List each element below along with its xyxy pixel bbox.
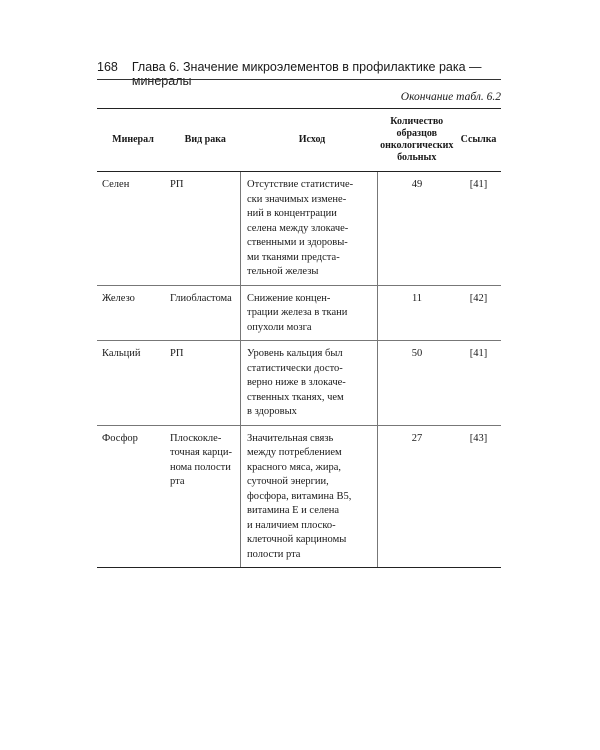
cell-cancer-type: Плоскокле- точная карци- нома полости рта — [164, 425, 241, 568]
cell-mineral: Кальций — [97, 341, 164, 426]
table-header-row — [97, 109, 501, 172]
header-cancer-type: Вид рака — [164, 109, 241, 172]
cell-outcome: Отсутствие статистиче- ски значимых измене- ний в концентрации селена между злокаче- ственными и здоровы- ми тканями предста- тельной железы — [241, 172, 378, 286]
header-sample-count: Количество образцов онкологических больных — [378, 109, 457, 172]
running-header — [97, 60, 501, 88]
header-reference: Ссылка — [456, 109, 501, 172]
cell-outcome: Уровень кальция был статистически досто- верно ниже в злокаче- ственных тканях, чем в здоровых — [241, 341, 378, 426]
cell-cancer-type: Глиобластома — [164, 285, 241, 341]
cell-reference: [41] — [456, 172, 501, 286]
cell-reference: [41] — [456, 341, 501, 426]
cell-cancer-type: РП — [164, 341, 241, 426]
cell-sample-count: 27 — [378, 425, 457, 568]
cell-mineral: Фосфор — [97, 425, 164, 568]
table-row — [97, 285, 501, 341]
cell-reference: [42] — [456, 285, 501, 341]
cell-mineral: Селен — [97, 172, 164, 286]
cell-sample-count: 11 — [378, 285, 457, 341]
table-row — [97, 172, 501, 286]
page-number: 168 — [97, 60, 118, 74]
header-outcome: Исход — [241, 109, 378, 172]
cell-sample-count: 50 — [378, 341, 457, 426]
cell-outcome: Снижение концен- трации железа в ткани опухоли мозга — [241, 285, 378, 341]
cell-sample-count: 49 — [378, 172, 457, 286]
cell-cancer-type: РП — [164, 172, 241, 286]
table-caption: Окончание табл. 6.2 — [400, 91, 501, 103]
chapter-title: Глава 6. Значение микроэлементов в профилактике рака — минералы — [131, 60, 482, 88]
cell-mineral: Железо — [97, 285, 164, 341]
header-mineral: Минерал — [97, 109, 164, 172]
minerals-table — [97, 108, 501, 568]
table-row — [97, 425, 501, 568]
header-rule — [97, 79, 501, 80]
cell-reference: [43] — [456, 425, 501, 568]
cell-outcome: Значительная связь между потреблением красного мяса, жира, суточной энергии, фосфора, витамина B5, витамина E и селена и наличием плоско- клеточной карциномы полости рта — [241, 425, 378, 568]
table-row — [97, 341, 501, 426]
